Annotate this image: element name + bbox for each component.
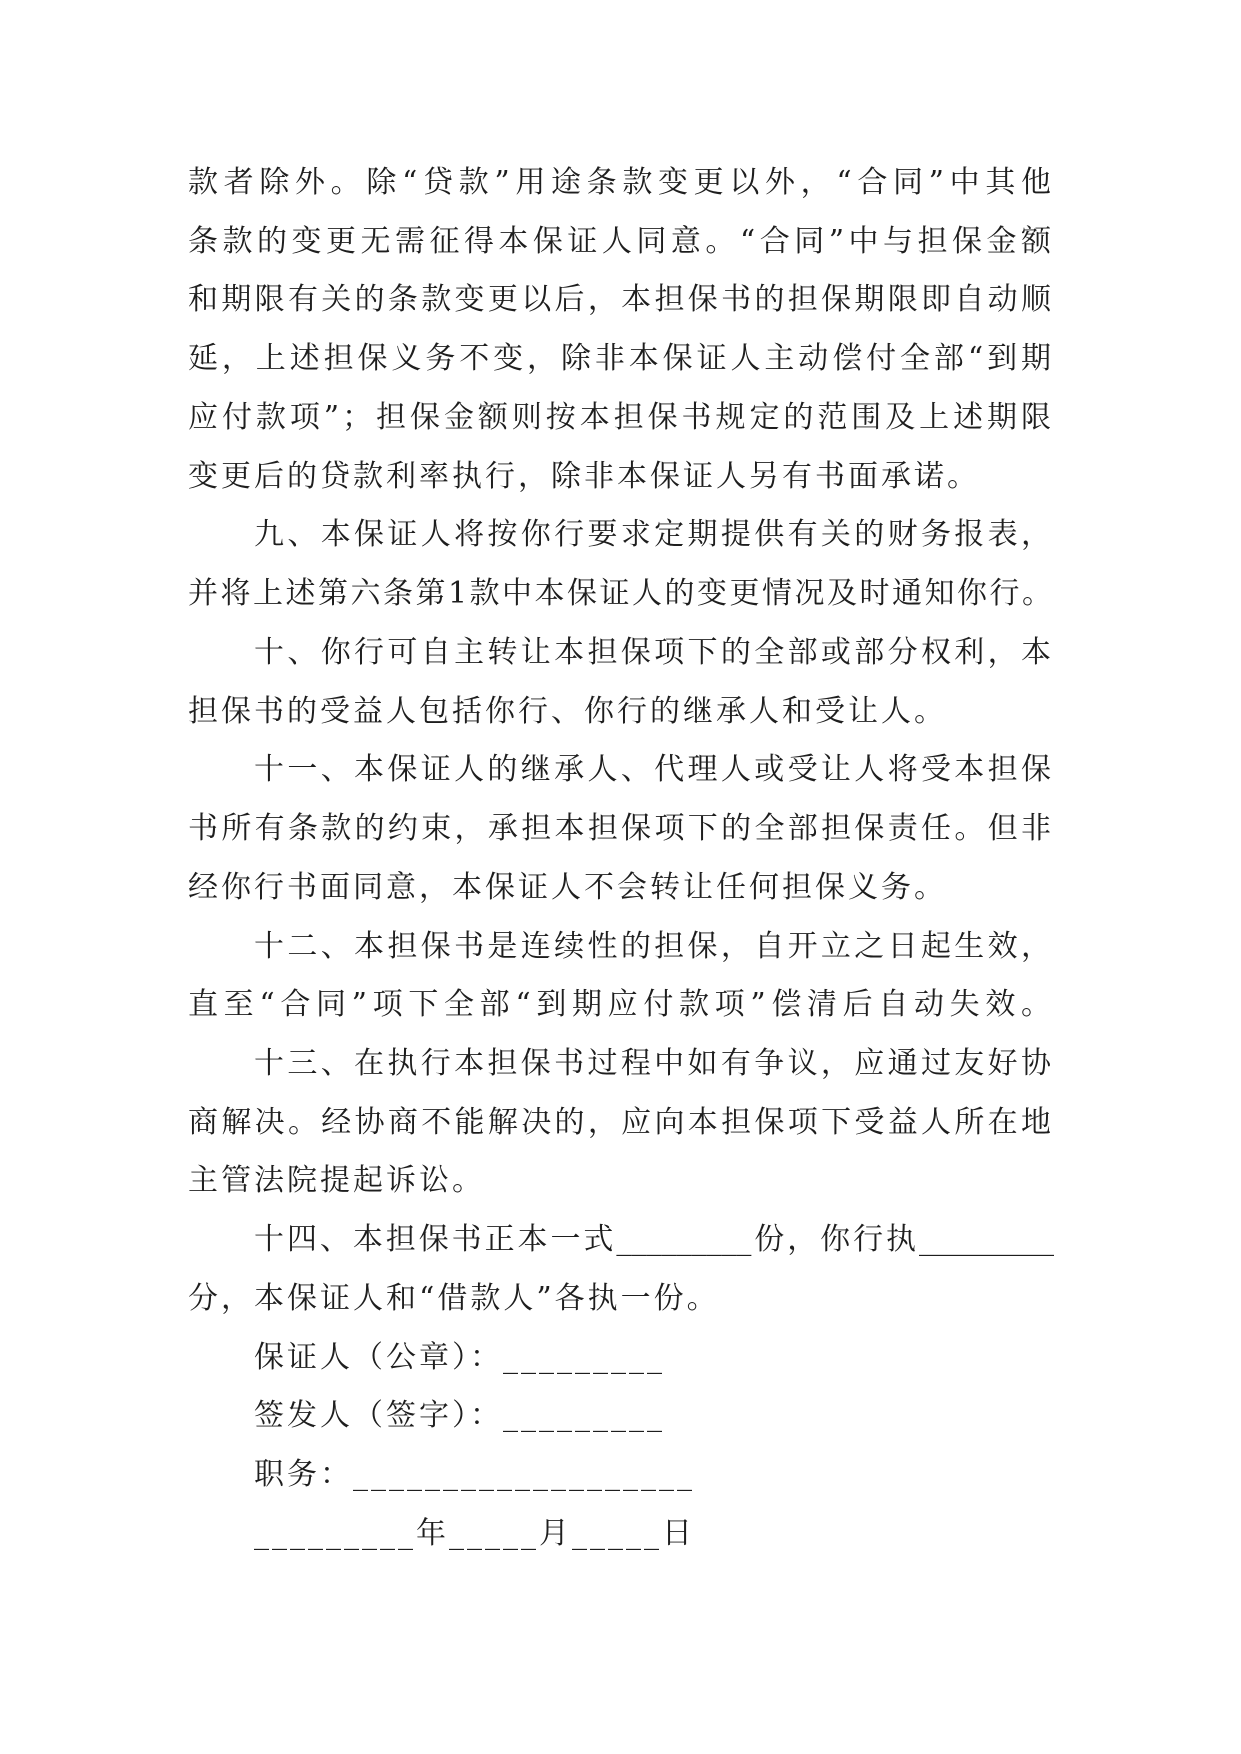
text-line: 直至“合同”项下全部“到期应付款项”偿清后自动失效。 (188, 987, 1054, 1023)
signatory-field: 签发人（签字）：_________ (254, 1398, 665, 1434)
text-line: 条款的变更无需征得本保证人同意。“合同”中与担保金额 (188, 223, 1054, 259)
clause-heading-line: 十、你行可自主转让本担保项下的全部或部分权利，本 (254, 634, 1054, 670)
clause-12 (188, 918, 1054, 1035)
text-line: 主管法院提起诉讼。 (188, 1163, 485, 1199)
clause-heading-line: 十三、在执行本担保书过程中如有争议，应通过友好协 (254, 1046, 1054, 1082)
clause-13 (188, 1035, 1054, 1211)
text-line: 经你行书面同意，本保证人不会转让任何担保义务。 (188, 869, 947, 905)
date-field: _________年_____月_____日 (254, 1515, 695, 1551)
text-line: 担保书的受益人包括你行、你行的继承人和受让人。 (188, 693, 947, 729)
clause-9 (188, 506, 1054, 623)
text-line: 分，本保证人和“借款人”各执一份。 (188, 1280, 720, 1316)
text-line: 应付款项”；担保金额则按本担保书规定的范围及上述期限 (188, 399, 1054, 435)
guarantor-seal-field: 保证人（公章）：_________ (254, 1339, 665, 1375)
clause-heading-line: 十一、本保证人的继承人、代理人或受让人将受本担保 (254, 752, 1054, 788)
clause-heading-line: 九、本保证人将按你行要求定期提供有关的财务报表， (254, 517, 1054, 553)
text-line: 变更后的贷款利率执行，除非本保证人另有书面承诺。 (188, 458, 980, 494)
document-body (188, 154, 1054, 1564)
text-line: 书所有条款的约束，承担本担保项下的全部担保责任。但非 (188, 811, 1054, 847)
text-line: 延，上述担保义务不变，除非本保证人主动偿付全部“到期 (188, 341, 1054, 377)
clause-11 (188, 741, 1054, 917)
text-line: 款者除外。除“贷款”用途条款变更以外，“合同”中其他 (188, 165, 1054, 200)
text-line: 商解决。经协商不能解决的，应向本担保项下受益人所在地 (188, 1104, 1054, 1140)
text-line: 和期限有关的条款变更以后，本担保书的担保期限即自动顺 (188, 282, 1054, 318)
clause-10 (188, 624, 1054, 741)
signature-block (188, 1329, 1054, 1564)
text-line: 并将上述第六条第1款中本保证人的变更情况及时通知你行。 (188, 576, 1054, 612)
clause-heading-line: 十二、本担保书是连续性的担保，自开立之日起生效， (254, 928, 1054, 964)
clause-8-continuation (188, 154, 1054, 506)
position-field: 职务：___________________ (254, 1457, 695, 1493)
clause-heading-line: 十四、本担保书正本一式_________份，你行执_________ (254, 1222, 1054, 1258)
clause-14 (188, 1211, 1054, 1328)
